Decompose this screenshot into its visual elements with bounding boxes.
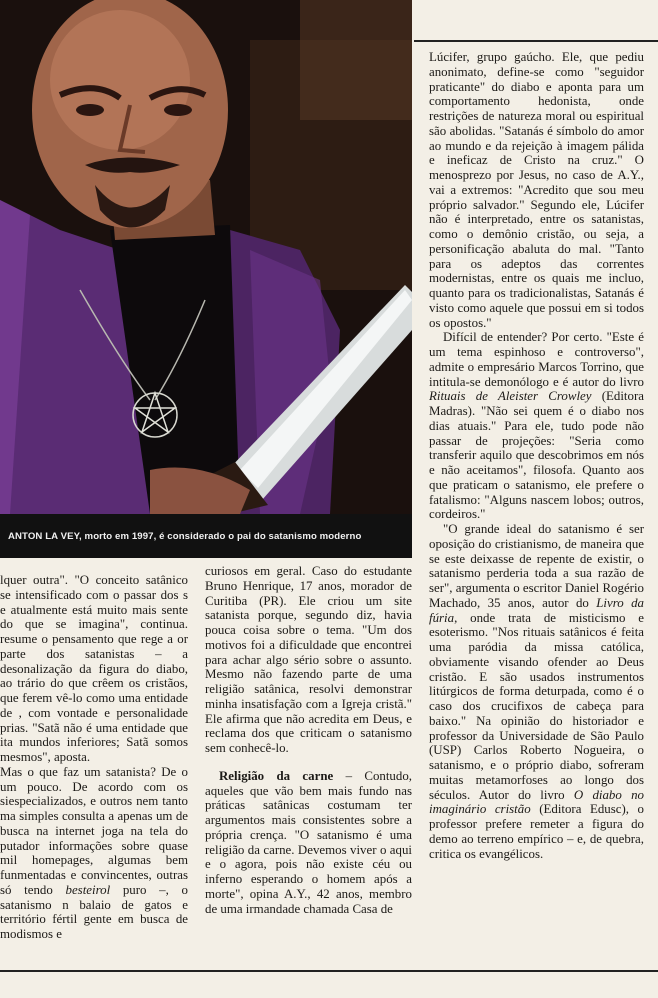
section-subhead: Religião da carne [219, 768, 334, 783]
photo-caption-bar [0, 514, 412, 558]
caption-lead: ANTON LA VEY [8, 530, 80, 542]
paragraph: lquer outra". "O conceito satânico se intensificado com o passar dos s e atualmente está muito mais sente do que se imagina", continua. resume o pensamento que rege a or parte dos satanistas – a desonalização da figura do diabo, ao trário do que crêem os cristãos, que ferem vê-lo como uma entidade de , com vontade e personalidade prias. "Satã não é uma entidade que ita mundos inferiores; Satã somos mesmos", aposta. [0, 573, 188, 764]
portrait-illustration [0, 0, 412, 514]
header-strip [412, 0, 658, 40]
photo-caption [0, 531, 361, 542]
paragraph: Difícil de entender? Por certo. "Este é um tema espinhoso e controverso", admite o empresário Marcos Torrino, que intitula-se demonólogo e é autor do livro Rituais de Aleister Crowley (Editora Madras). "Não sei quem é o diabo nos dias atuais." Para ele, tudo pode não passar de projeções: "Seria como transferir aquilo que descobrimos em nós e não aceitamos", filosofa. Quanto aos que praticam o satanismo, ele prefere o fatalismo: "Alguns nascem lobos; outros, cordeiros." [429, 330, 644, 522]
paragraph: curiosos em geral. Caso do estudante Bruno Henrique, 17 anos, morador de Curitiba (PR). Ele criou um site satanista porque, segundo diz, havia pouca coisa sobre o tema. "Um dos motivos foi a dificuldade que encontrei para achar algo sério sobre o assunto. Mesmo não fazendo parte de uma religião satânica, resolvi demonstrar minha insatisfação com a Igreja cristã." Ele afirma que não acredita em Deus, e reclama dos que criticam o satanismo sem conhecê-lo. [205, 564, 412, 755]
book-title: O diabo no imaginário cristão [429, 787, 644, 817]
emphasis: besteirol [65, 882, 111, 897]
photo-anton-la-vey [0, 0, 412, 514]
paragraph: "O grande ideal do satanismo é ser oposição do cristianismo, de maneira que se este deixasse de repente de existir, o satanismo perderia toda a sua razão de ser", argumenta o escritor Daniel Rogério Machado, 35 anos, autor do Livro da fúria, onde trata de misticismo e esoterismo. "Nos rituais satânicos é feita uma paródia da missa católica, obviamente visando ofender ao Deus cristão. E são usados instrumentos litúrgicos de forma deturpada, como é o caso dos crucifixos de cabeça para baixo." Na opinião do historiador e professor da Universidade de São Paulo (USP) Carlos Roberto Nogueira, o satanismo, e o próprio diabo, sofreram muitas metamorfoses ao longo dos séculos. Autor do livro O diabo no imaginário cristão (Editora Edusc), o professor prefere remeter a figura do demo ao terreno empírico – e, de quebra, critica os evangélicos. [429, 522, 644, 861]
book-title: Rituais de Aleister Crowley [429, 389, 592, 404]
spacer [205, 756, 412, 769]
paragraph: Mas o que faz um satanista? De o um pouco. De acordo com os siespecializados, e outros nem tanto ma simples consulta a apenas um de busca na internet joga na tela do putador informações sobre quase mil homepages, algumas bem funmentadas e convincentes, outras só tendo besteirol puro –, o satanismo n balaio de gatos e território fértil gente em busca de modismos e [0, 764, 188, 941]
middle-column [205, 564, 412, 916]
bottom-rule [0, 970, 658, 972]
right-column [429, 50, 644, 861]
caption-rest: , morto em 1997, é considerado o pai do satanismo moderno [79, 530, 362, 542]
left-column [0, 573, 188, 942]
paragraph: Religião da carne – Contudo, aqueles que vão bem mais fundo nas práticas satânicas costumam ter argumentos mais consistentes sobre a própria crença. "O satanismo é uma religião da carne. Devemos viver o aqui e o agora, pois não existe céu ou inferno esperando o homem após a morte", opina A.Y., 42 anos, membro de uma irmandade chamada Casa de [205, 768, 412, 916]
top-rule [414, 40, 658, 42]
paragraph: Lúcifer, grupo gaúcho. Ele, que pediu anonimato, define-se como "seguidor praticante" do diabo e aponta para um comportamento hedonista, onde restrições de natureza moral ou espiritual são abolidas. "Satanás é símbolo do amor ao mundo e da rejeição à imagem pálida e ineficaz de Cristo na cruz." O menosprezo por Jesus, no caso de A.Y., vai a extremos: "Acredito que sou meu próprio salvador." Segundo ele, Lúcifer não é interpretado, entre os satanistas, como o demônio cristão, ou seja, a personificação abaluta do mal. "Tanto para os adeptos das correntes modernistas, entre os quais me incluo, quanto para os tradicionalistas, Satanás é visto como aquele que possui em si todos os opostos." [429, 50, 644, 330]
book-title: Livro da fúria [429, 595, 644, 625]
